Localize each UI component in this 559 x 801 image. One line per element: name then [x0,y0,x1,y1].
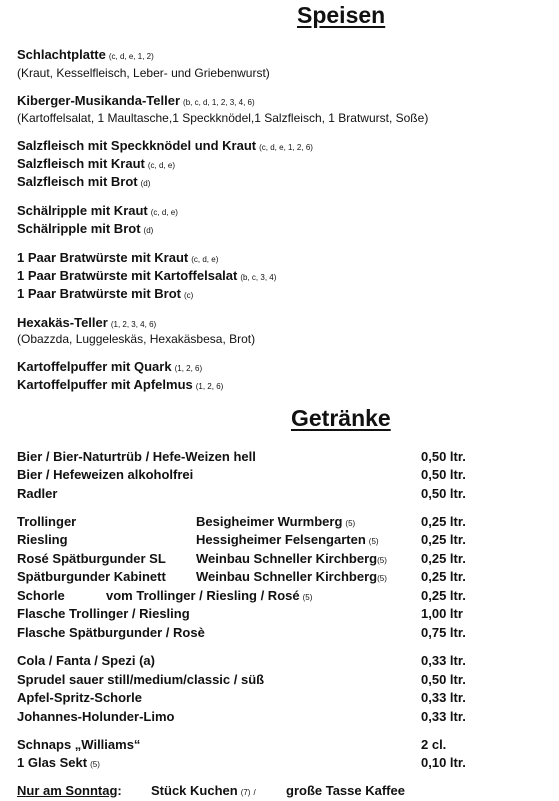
drink-quantity: 0,50 ltr. [421,467,466,482]
drink-quantity: 0,33 ltr. [421,690,466,705]
section-title-speisen: Speisen [297,2,386,28]
drink-quantity: 0,25 ltr. [421,588,466,603]
food-item [17,220,153,239]
food-codes: (c, d, e, 1, 2) [108,52,154,61]
food-name: 1 Paar Bratwürste mit Kraut [17,250,189,265]
drink-note: (5) [377,574,387,583]
food-name: 1 Paar Bratwürste mit Brot [17,286,181,301]
sunday-item-coffee: große Tasse Kaffee [286,783,405,798]
food-description: (Kartoffelsalat, 1 Maultasche,1 Speckknödel,1 Salzfleisch, 1 Bratwurst, Soße) [17,111,429,125]
cake-note: (7) [240,788,251,797]
drink-name: Johannes-Holunder-Limo [17,709,175,724]
food-name: Kiberger-Musikanda-Teller [17,93,181,108]
food-codes: (c, d, e) [147,161,175,170]
drink-name: Spätburgunder Kabinett [17,569,166,584]
drink-origin-text: Weinbau Schneller Kirchberg [196,569,378,584]
food-description: (Obazzda, Luggeleskäs, Hexakäsbesa, Brot) [17,332,256,346]
food-item [17,173,150,192]
drink-quantity: 0,25 ltr. [421,551,466,566]
food-item [17,285,193,304]
drink-origin-text: Besigheimer Wurmberg [196,514,343,529]
drink-item [17,754,100,773]
food-name: Schlachtplatte [17,47,106,62]
drink-quantity: 0,25 ltr. [421,514,466,529]
drink-quantity: 0,50 ltr. [421,449,466,464]
drink-note: (5) [345,519,356,528]
food-item [17,137,313,156]
food-name: Kartoffelpuffer mit Quark [17,359,172,374]
food-codes: (b, c, 3, 4) [240,273,277,282]
drink-quantity: 2 cl. [421,737,447,752]
drink-quantity: 0,75 ltr. [421,625,466,640]
drink-origin [196,550,387,569]
drink-name: Sprudel sauer still/medium/classic / süß [17,672,265,687]
food-item [17,358,202,377]
food-name: Salzfleisch mit Speckknödel und Kraut [17,138,257,153]
sunday-item-cake [151,782,256,801]
food-description: (Kraut, Kesselfleisch, Leber- und Griebenwurst) [17,66,270,80]
drink-name: Flasche Spätburgunder / Rosè [17,625,205,640]
drink-name: Schnaps „Williams“ [17,737,141,752]
food-item [17,376,223,395]
food-codes: (1, 2, 6) [174,364,203,373]
food-codes: (b, c, d, 1, 2, 3, 4, 6) [183,98,255,107]
drink-quantity: 0,25 ltr. [421,532,466,547]
food-codes: (c, d, e) [191,255,219,264]
food-item [17,267,276,286]
drink-name: Apfel-Spritz-Schorle [17,690,142,705]
food-codes: (c) [184,291,194,300]
drink-origin-text: Weinbau Schneller Kirchberg [196,551,378,566]
food-item [17,155,175,174]
drink-name: Cola / Fanta / Spezi (a) [17,653,155,668]
food-codes: (c, d, e) [150,208,178,217]
drink-name: Bier / Bier-Naturtrüb / Hefe-Weizen hell [17,449,256,464]
drink-name: Schorle [17,588,65,603]
food-codes: (1, 2, 6) [195,382,224,391]
drink-name: Trollinger [17,514,77,529]
food-codes: (c, d, e, 1, 2, 6) [259,143,313,152]
drink-quantity: 0,33 ltr. [421,709,466,724]
food-name: Hexakäs-Teller [17,315,108,330]
drink-quantity: 0,10 ltr. [421,755,466,770]
drink-origin-text: Hessigheimer Felsengarten [196,532,366,547]
food-name: Salzfleisch mit Kraut [17,156,145,171]
food-item [17,249,218,268]
drink-name: Radler [17,486,58,501]
food-name: Salzfleisch mit Brot [17,174,138,189]
food-codes: (1, 2, 3, 4, 6) [110,320,157,329]
footer-separator: / [253,788,256,797]
food-name: Schälripple mit Brot [17,221,141,236]
food-item [17,92,255,111]
drink-origin [196,513,355,532]
drink-note: (5) [90,760,100,769]
drink-name: Riesling [17,532,68,547]
food-codes: (d) [143,226,154,235]
drink-origin [106,587,312,606]
food-name: Kartoffelpuffer mit Apfelmus [17,377,193,392]
drink-quantity: 0,33 ltr. [421,653,466,668]
drink-note: (5) [368,537,379,546]
drink-quantity: 0,50 ltr. [421,672,466,687]
drink-note: (5) [302,593,313,602]
drink-quantity: 0,50 ltr. [421,486,466,501]
sunday-colon: : [117,783,122,798]
drink-origin-text: vom Trollinger / Riesling / Rosé [106,588,300,603]
food-item [17,46,154,65]
drink-name: Bier / Hefeweizen alkoholfrei [17,467,194,482]
cake-label: Stück Kuchen [151,783,238,798]
section-title-getraenke: Getränke [291,405,391,431]
drink-quantity: 1,00 ltr [421,606,463,621]
drink-note: (5) [377,556,387,565]
food-item [17,202,178,221]
drink-origin [196,568,387,587]
sunday-label: Nur am Sonntag [17,783,118,798]
drink-origin [196,531,379,550]
food-name: Schälripple mit Kraut [17,203,148,218]
drink-name: Rosé Spätburgunder SL [17,551,166,566]
food-codes: (d) [140,179,151,188]
food-name: 1 Paar Bratwürste mit Kartoffelsalat [17,268,238,283]
sunday-note [17,782,122,799]
drink-name: Flasche Trollinger / Riesling [17,606,190,621]
drink-quantity: 0,25 ltr. [421,569,466,584]
drink-name: 1 Glas Sekt [17,755,88,770]
